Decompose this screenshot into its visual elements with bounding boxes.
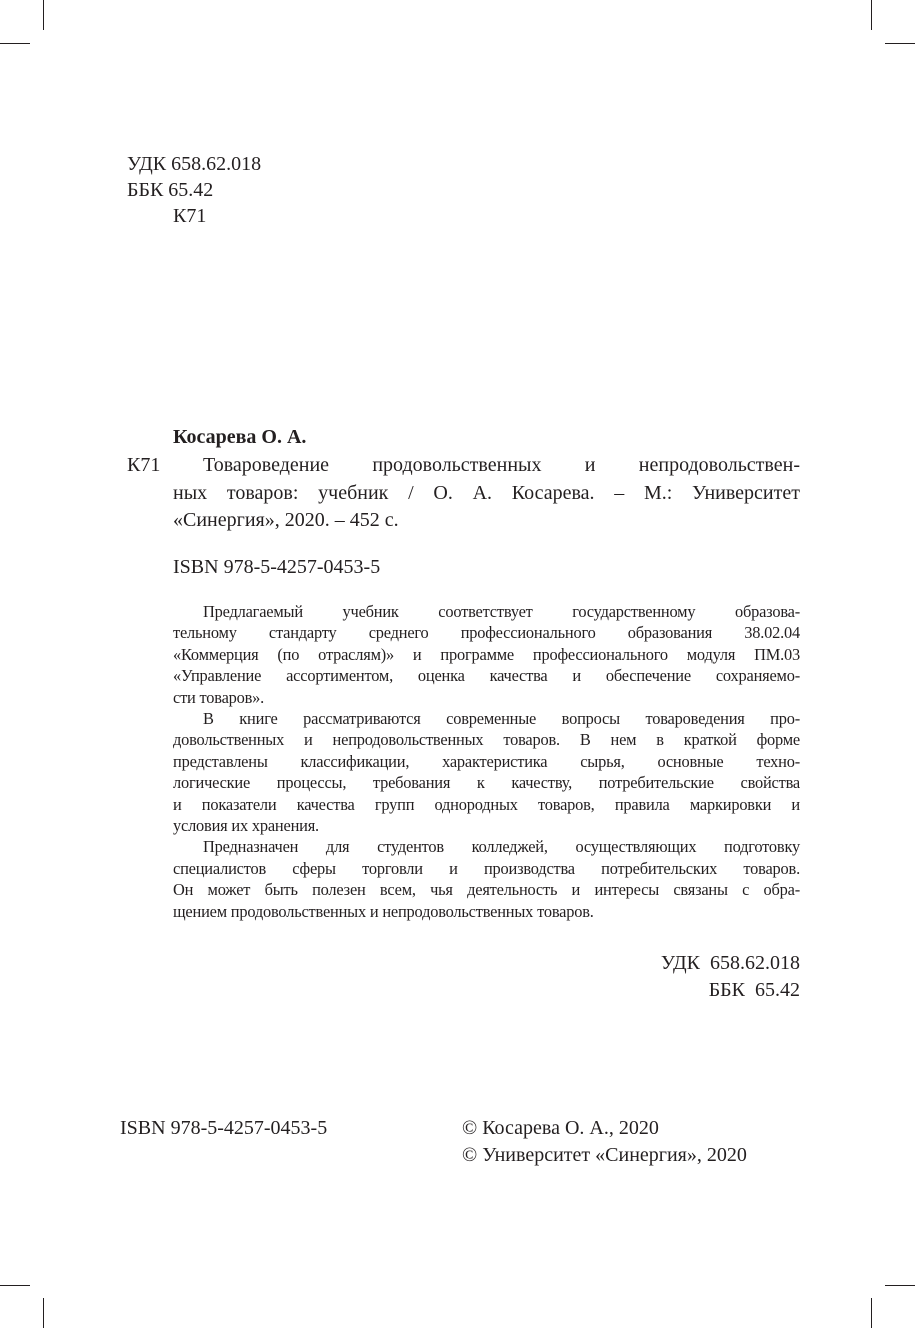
udk-code: УДК 658.62.018 <box>127 153 262 175</box>
annotation-line: специалистов сферы торговли и производства потребительских товаров. <box>173 858 800 878</box>
annotation-line: тельному стандарту среднего профессионального образования 38.02.04 <box>173 623 800 643</box>
annotation-line: Он может быть полезен всем, чья деятельность и интересы связаны с обра- <box>173 880 800 900</box>
crop-mark <box>0 43 30 44</box>
crop-mark <box>871 0 872 30</box>
annotation-line: логические процессы, требования к качеству, потребительские свойства <box>173 773 800 793</box>
copyright-author: © Косарева О. А., 2020 <box>462 1117 659 1139</box>
copyright-publisher: © Университет «Синергия», 2020 <box>462 1144 747 1166</box>
title-line: «Синергия», 2020. – 452 с. <box>173 509 399 531</box>
annotation-line: Предлагаемый учебник соответствует государственному образова- <box>203 602 800 621</box>
crop-mark <box>0 1285 30 1286</box>
crop-mark <box>885 1285 915 1286</box>
annotation-line: условия их хранения. <box>173 816 319 836</box>
author-mark: К71 <box>173 205 207 227</box>
annotation-line: щением продовольственных и непродовольственных товаров. <box>173 901 594 921</box>
footer-bbk: ББК 65.42 <box>708 979 800 1001</box>
annotation-line: представлены классификации, характеристика сырья, основные техно- <box>173 751 800 771</box>
annotation-line: В книге рассматриваются современные вопросы товароведения про- <box>203 709 800 729</box>
author-name: Косарева О. А. <box>173 426 307 448</box>
annotation-line: сти товаров». <box>173 687 265 707</box>
title-line: Товароведение продовольственных и непродовольствен- <box>203 454 800 476</box>
bbk-code: ББК 65.42 <box>127 179 214 201</box>
entry-author-mark: К71 <box>127 454 161 476</box>
footer-isbn: ISBN 978-5-4257-0453-5 <box>120 1117 328 1139</box>
crop-mark <box>871 1298 872 1328</box>
crop-mark <box>885 43 915 44</box>
annotation <box>173 601 800 922</box>
annotation-line: Предназначен для студентов колледжей, осуществляющих подготовку <box>203 837 800 857</box>
footer-udk: УДК 658.62.018 <box>660 952 800 974</box>
bibliographic-entry <box>173 452 800 535</box>
crop-mark <box>43 0 44 30</box>
title-line: ных товаров: учебник / О. А. Косарева. – М.: Университет <box>173 481 800 504</box>
annotation-line: довольственных и непродовольственных товаров. В нем в краткой форме <box>173 730 800 750</box>
crop-mark <box>43 1298 44 1328</box>
isbn: ISBN 978-5-4257-0453-5 <box>173 556 381 578</box>
annotation-line: «Коммерция (по отраслям)» и программе профессионального модуля ПМ.03 <box>173 644 800 664</box>
annotation-line: и показатели качества групп однородных товаров, правила маркировки и <box>173 794 800 814</box>
annotation-line: «Управление ассортиментом, оценка качества и обеспечение сохраняемо- <box>173 666 800 686</box>
